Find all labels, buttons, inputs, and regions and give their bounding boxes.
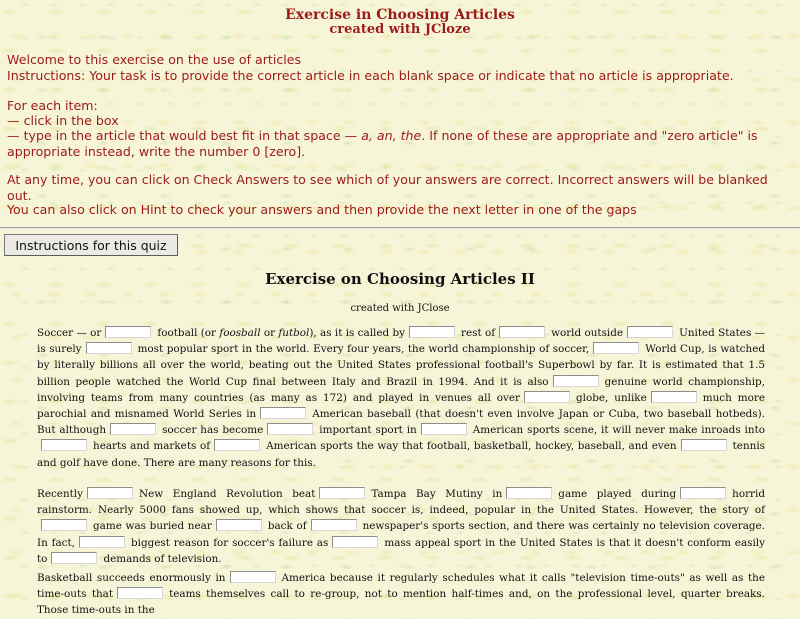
quiz-title: Exercise on Choosing Articles II xyxy=(265,270,535,288)
page-title: Exercise in Choosing Articles xyxy=(285,7,515,23)
gap-input[interactable] xyxy=(214,439,260,451)
gap-input[interactable] xyxy=(41,439,87,451)
gap-input[interactable] xyxy=(267,423,313,435)
gap-input[interactable] xyxy=(506,487,552,499)
gap-input[interactable] xyxy=(332,536,378,548)
gap-input[interactable] xyxy=(87,487,133,499)
hint-text: You can also click on Hint to check your answers and then provide the next letter in one of the gaps xyxy=(7,202,637,217)
gap-input[interactable] xyxy=(117,587,163,599)
gap-input[interactable] xyxy=(680,487,726,499)
instructions-button[interactable]: Instructions for this quiz xyxy=(4,234,178,256)
gap-input[interactable] xyxy=(627,326,673,338)
instructions-text: Instructions: Your task is to provide the correct article in each blank space or indicate that no article is appropriate. xyxy=(7,68,734,83)
gap-input[interactable] xyxy=(86,342,132,354)
gap-input[interactable] xyxy=(51,552,97,564)
step-click-text: — click in the box xyxy=(7,113,119,128)
step-type-text: — type in the article that would best fit in that space — a, an, the. If none of these are appropriate and "zero article" is appropriate instead, write the number 0 [zero]. xyxy=(7,128,758,159)
gap-input[interactable] xyxy=(260,407,306,419)
gap-input[interactable] xyxy=(409,326,455,338)
quiz-subtitle: created with JClose xyxy=(350,303,450,314)
gap-input[interactable] xyxy=(421,423,467,435)
gap-input[interactable] xyxy=(110,423,156,435)
gap-input[interactable] xyxy=(651,391,697,403)
for-each-text: For each item: xyxy=(7,98,98,113)
gap-input[interactable] xyxy=(319,487,365,499)
gap-input[interactable] xyxy=(681,439,727,451)
gap-input[interactable] xyxy=(499,326,545,338)
divider xyxy=(0,227,800,229)
gap-input[interactable] xyxy=(593,342,639,354)
gap-input[interactable] xyxy=(105,326,151,338)
page-subtitle: created with JCloze xyxy=(329,22,471,37)
quiz-paragraph-2: Recently New England Revolution beat Tampa Bay Mutiny in game played during horrid rainstorm. Nearly 5000 fans showed up, which shows that soccer is, indeed, popular in the United States. However, the story ofgame was buried near back of newspaper's sports section, and there was certainly no television coverage. In fact, biggest reason for soccer's failure as mass appeal sport in the United States is that it doesn't conform easily to demands of television. xyxy=(37,488,765,565)
gap-input[interactable] xyxy=(230,571,276,583)
gap-input[interactable] xyxy=(216,519,262,531)
gap-input[interactable] xyxy=(41,519,87,531)
gap-input[interactable] xyxy=(553,375,599,387)
gap-input[interactable] xyxy=(311,519,357,531)
check-answers-text: At any time, you can click on Check Answers to see which of your answers are correct. Incorrect answers will be blanked out. xyxy=(7,172,768,203)
quiz-paragraph-1: Soccer — or football (or foosball or futbol), as it is called by rest of world outside United States — is surely most popular sport in the world. Every four years, the world championship of soccer, World Cup, is watched by literally billions all over the world, beating out the United States professional football's Superbowl by far. It is estimated that 1.5 billion people watched the World Cup final between Italy and Brazil in 1994. And it is also genuine world championship, involving teams from many countries (as many as 172) and played in venues all over globe, unlike much more parochial and misnamed World Series in American baseball (that doesn't even involve Japan or Cuba, two baseball hotbeds). But although soccer has become important sport in American sports scene, it will never make inroads intohearts and markets of American sports the way that football, basketball, hockey, baseball, and even tennis and golf have done. There are many reasons for this. xyxy=(37,327,766,469)
gap-input[interactable] xyxy=(79,536,125,548)
welcome-text: Welcome to this exercise on the use of articles xyxy=(7,52,302,67)
quiz-paragraph-3: Basketball succeeds enormously in America because it regularly schedules what it calls "television time-outs" as well as the time-outs that teams themselves call to re-group, not to mention half-times and, on the professional level, quarter breaks. Those time-outs in the xyxy=(37,572,765,617)
gap-input[interactable] xyxy=(524,391,570,403)
